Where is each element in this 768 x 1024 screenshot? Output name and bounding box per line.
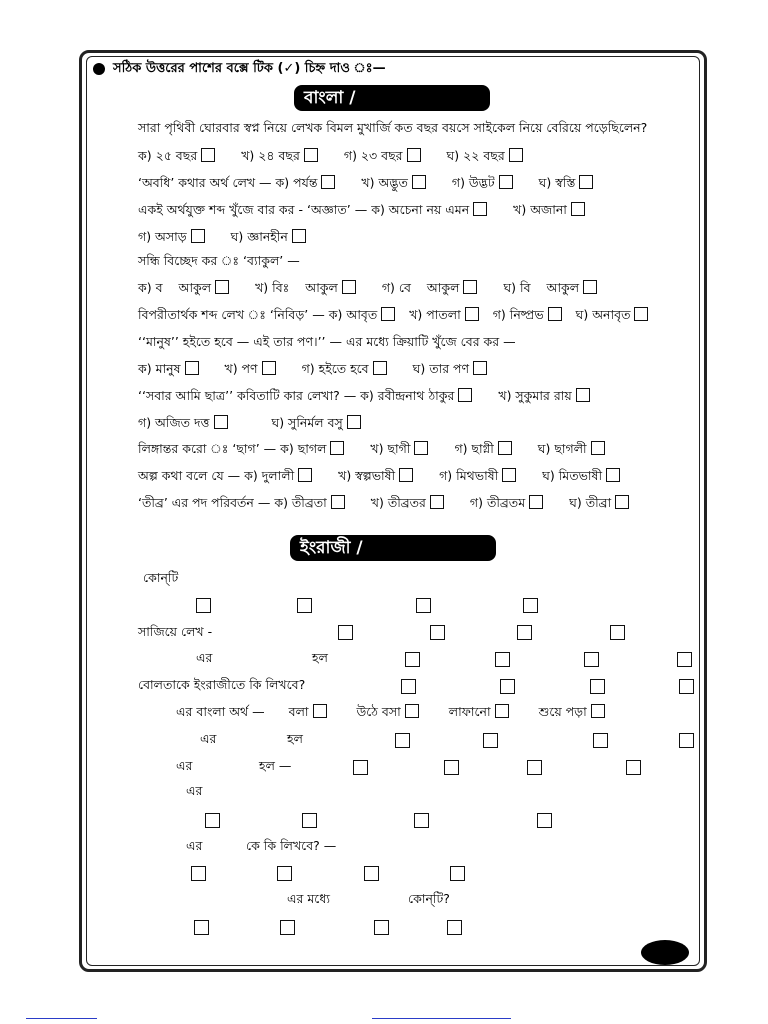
question-5 — [138, 307, 648, 323]
answer-checkbox[interactable] — [679, 733, 694, 748]
option-label: ঘ) ছাগলী — [537, 441, 587, 456]
answer-checkbox[interactable] — [463, 280, 477, 294]
answer-checkbox[interactable] — [502, 468, 516, 482]
answer-checkbox[interactable] — [373, 361, 387, 375]
option-label: গ) উদ্ভট — [451, 175, 495, 190]
answer-checkbox[interactable] — [591, 704, 605, 718]
question-8 — [138, 441, 627, 457]
answer-checkbox[interactable] — [626, 760, 641, 775]
answer-checkbox[interactable] — [529, 495, 543, 509]
answer-checkbox[interactable] — [677, 652, 692, 667]
answer-checkbox[interactable] — [399, 468, 413, 482]
answer-checkbox[interactable] — [444, 760, 459, 775]
english-q2: সাজিয়ে লেখ - — [138, 624, 213, 639]
answer-checkbox[interactable] — [414, 441, 428, 455]
answer-checkbox[interactable] — [483, 733, 498, 748]
answer-checkbox[interactable] — [499, 175, 513, 189]
answer-checkbox[interactable] — [196, 598, 211, 613]
answer-checkbox[interactable] — [338, 625, 353, 640]
option-label: খ) সুকুমার রায় — [498, 388, 572, 403]
english-q6-b: হল — [287, 731, 303, 746]
english-q4: বোলতাকে ইংরাজীতে কি লিখবে? — [138, 677, 306, 692]
answer-checkbox[interactable] — [201, 148, 215, 162]
option-label: ঘ) স্বস্তি — [538, 175, 576, 190]
option-label: গ) অজিত দত্ত — [138, 415, 210, 430]
option-label: খ) অজানা — [513, 202, 567, 217]
answer-checkbox[interactable] — [527, 760, 542, 775]
question-9 — [138, 468, 642, 484]
option-label: গ) ছাগ্নী — [454, 441, 494, 456]
option-label: খ) তীব্রতর — [370, 495, 426, 510]
answer-checkbox[interactable] — [215, 280, 229, 294]
answer-checkbox[interactable] — [495, 704, 509, 718]
option-label: ঘ) বি আকুল — [503, 280, 580, 295]
answer-checkbox[interactable] — [401, 679, 416, 694]
answer-checkbox[interactable] — [593, 733, 608, 748]
english-q5-lead: এর বাংলা অর্থ — — [176, 704, 265, 719]
page-border-inner — [86, 56, 700, 966]
answer-checkbox[interactable] — [509, 148, 523, 162]
option-label: উঠে বসা — [356, 704, 401, 719]
answer-checkbox[interactable] — [342, 280, 356, 294]
answer-checkbox[interactable] — [458, 388, 472, 402]
answer-checkbox[interactable] — [473, 361, 487, 375]
question-9-lead: অল্প কথা বলে যে — ক) দুলালী — [138, 468, 295, 483]
answer-checkbox[interactable] — [523, 598, 538, 613]
answer-checkbox[interactable] — [331, 495, 345, 509]
option-label: ঘ) ২২ বছর — [446, 148, 505, 163]
answer-checkbox[interactable] — [214, 415, 228, 429]
answer-checkbox[interactable] — [579, 175, 593, 189]
answer-checkbox[interactable] — [330, 441, 344, 455]
question-3 — [138, 202, 607, 218]
answer-checkbox[interactable] — [416, 598, 431, 613]
option-label: ঘ) তার পণ — [412, 361, 470, 376]
option-label: গ) ২৩ বছর — [343, 148, 403, 163]
option-label: শুয়ে পড়া — [538, 704, 587, 719]
answer-checkbox[interactable] — [191, 229, 205, 243]
option-label: ক) ব আকুল — [138, 280, 212, 295]
option-label: গ) বে আকুল — [381, 280, 460, 295]
english-q9-a: এর — [186, 838, 203, 853]
english-q10-a: এর মধ্যে — [287, 891, 330, 906]
answer-checkbox[interactable] — [298, 468, 312, 482]
english-q9-b: কে কি লিখবে? — — [246, 838, 337, 853]
english-q1: কোন্‌টি — [143, 570, 179, 585]
answer-checkbox[interactable] — [517, 625, 532, 640]
question-6-options — [138, 361, 509, 377]
option-label: ক) ২৫ বছর — [138, 148, 198, 163]
question-2-lead: ‘অবধি’ কথার অর্থ লেখ — ক) পর্যন্ত — [138, 175, 318, 190]
answer-checkbox[interactable] — [634, 307, 648, 321]
answer-checkbox[interactable] — [205, 813, 220, 828]
english-q3-b: হল — [312, 650, 328, 665]
option-label: খ) অদ্ভুত — [361, 175, 408, 190]
answer-checkbox[interactable] — [583, 280, 597, 294]
english-q7-a: এর — [176, 758, 193, 773]
answer-checkbox[interactable] — [447, 920, 462, 935]
question-4-options — [138, 280, 619, 296]
option-label: ঘ) অনাবৃত — [575, 307, 631, 322]
question-6: ‘‘মানুষ’’ হইতে হবে — এই তার পণ।’’ — এর মধ্যে ক্রিয়াটি খুঁজে বের কর — — [138, 334, 516, 349]
question-2 — [138, 175, 615, 191]
answer-checkbox[interactable] — [374, 920, 389, 935]
answer-checkbox[interactable] — [430, 495, 444, 509]
answer-checkbox[interactable] — [262, 361, 276, 375]
question-7-lead: ‘‘সবার আমি ছাত্র’’ কবিতাটি কার লেখা? — ক) রবীন্দ্রনাথ ঠাকুর — [138, 388, 455, 403]
option-label: ঘ) তীব্রা — [569, 495, 612, 510]
answer-checkbox[interactable] — [548, 307, 562, 321]
question-10 — [138, 495, 651, 511]
answer-checkbox[interactable] — [304, 148, 318, 162]
english-q7-b: হল — — [259, 758, 292, 773]
bullet-icon — [93, 63, 105, 75]
option-label: খ) পাতলা — [409, 307, 461, 322]
instruction: সঠিক উত্তরের পাশের বক্সে টিক (✓) চিহ্ন দাও ঃ— — [113, 61, 386, 76]
english-q5 — [176, 704, 605, 720]
footer-link-left[interactable] — [26, 1018, 97, 1019]
answer-checkbox[interactable] — [191, 866, 206, 881]
answer-checkbox[interactable] — [321, 175, 335, 189]
answer-checkbox[interactable] — [313, 704, 327, 718]
section-title-bangla: বাংলা / — [294, 85, 490, 111]
answer-checkbox[interactable] — [381, 307, 395, 321]
section-title-english: ইংরাজী / — [290, 535, 496, 561]
answer-checkbox[interactable] — [465, 307, 479, 321]
answer-checkbox[interactable] — [473, 202, 487, 216]
answer-checkbox[interactable] — [302, 813, 317, 828]
question-5-lead: বিপরীতার্থক শব্দ লেখ ঃ ‘নিবিড়’ — ক) আবৃত — [138, 307, 378, 322]
answer-checkbox[interactable] — [498, 441, 512, 455]
option-label: বলা — [288, 704, 309, 719]
english-q3-a: এর — [196, 650, 213, 665]
answer-checkbox[interactable] — [495, 652, 510, 667]
answer-checkbox[interactable] — [430, 625, 445, 640]
answer-checkbox[interactable] — [412, 175, 426, 189]
answer-checkbox[interactable] — [395, 733, 410, 748]
option-label: গ) তীব্রতম — [469, 495, 526, 510]
answer-checkbox[interactable] — [297, 598, 312, 613]
question-10-lead: ‘তীব্র’ এর পদ পরিবর্তন — ক) তীব্রতা — [138, 495, 327, 510]
answer-checkbox[interactable] — [576, 388, 590, 402]
answer-checkbox[interactable] — [277, 866, 292, 881]
option-label: ঘ) জ্ঞানহীন — [230, 229, 288, 244]
answer-checkbox[interactable] — [500, 679, 515, 694]
question-3-options — [138, 229, 328, 245]
answer-checkbox[interactable] — [537, 813, 552, 828]
answer-checkbox[interactable] — [405, 704, 419, 718]
answer-checkbox[interactable] — [610, 625, 625, 640]
option-label: খ) ছাগী — [370, 441, 411, 456]
question-1-options — [138, 148, 545, 164]
answer-checkbox[interactable] — [584, 652, 599, 667]
answer-checkbox[interactable] — [414, 813, 429, 828]
option-label: ক) মানুষ — [138, 361, 181, 376]
answer-checkbox[interactable] — [194, 920, 209, 935]
answer-checkbox[interactable] — [364, 866, 379, 881]
option-label: ঘ) সুনির্মল বসু — [271, 415, 343, 430]
option-label: গ) অসাড় — [138, 229, 187, 244]
footer-link-right[interactable] — [372, 1018, 511, 1019]
english-q6-a: এর — [200, 731, 217, 746]
option-label: খ) স্বল্পভাষী — [338, 468, 396, 483]
option-label: খ) পণ — [224, 361, 258, 376]
answer-checkbox[interactable] — [679, 679, 694, 694]
option-label: খ) বিঃ আকুল — [255, 280, 338, 295]
question-1: সারা পৃথিবী ঘোরবার স্বপ্ন নিয়ে লেখক বিমল মুখার্জি কত বছর বয়সে সাইকেল নিয়ে বেরিয়ে পড়েছিলেন? — [138, 120, 648, 135]
answer-checkbox[interactable] — [353, 760, 368, 775]
answer-checkbox[interactable] — [280, 920, 295, 935]
option-label: খ) ২৪ বছর — [241, 148, 300, 163]
answer-checkbox[interactable] — [606, 468, 620, 482]
answer-checkbox[interactable] — [407, 148, 421, 162]
option-label: গ) নিষ্প্রভ — [492, 307, 544, 322]
answer-checkbox[interactable] — [615, 495, 629, 509]
answer-checkbox[interactable] — [347, 415, 361, 429]
question-4: সন্ধি বিচ্ছেদ কর ঃ ‘ব্যাকুল’ — — [138, 253, 300, 268]
english-q8: এর — [186, 783, 203, 798]
answer-checkbox[interactable] — [292, 229, 306, 243]
option-label: গ) হইতে হবে — [301, 361, 369, 376]
option-label: লাফানো — [448, 704, 491, 719]
option-label: ঘ) মিতভাষী — [542, 468, 603, 483]
answer-checkbox[interactable] — [571, 202, 585, 216]
answer-checkbox[interactable] — [450, 866, 465, 881]
question-3-lead: একই অর্থযুক্ত শব্দ খুঁজে বার কর - ‘অজ্ঞাত’ — ক) অচেনা নয় এমন — [138, 202, 470, 217]
answer-checkbox[interactable] — [185, 361, 199, 375]
answer-checkbox[interactable] — [590, 679, 605, 694]
answer-checkbox[interactable] — [591, 441, 605, 455]
answer-checkbox[interactable] — [405, 652, 420, 667]
question-8-lead: লিঙ্গান্তর করো ঃ ‘ছাগ’ — ক) ছাগল — [138, 441, 327, 456]
option-label: গ) মিথভাষী — [439, 468, 499, 483]
page-number-oval — [641, 940, 689, 965]
english-q10-b: কোন্‌টি? — [408, 891, 450, 906]
question-7-options — [138, 415, 383, 431]
question-7 — [138, 388, 612, 404]
